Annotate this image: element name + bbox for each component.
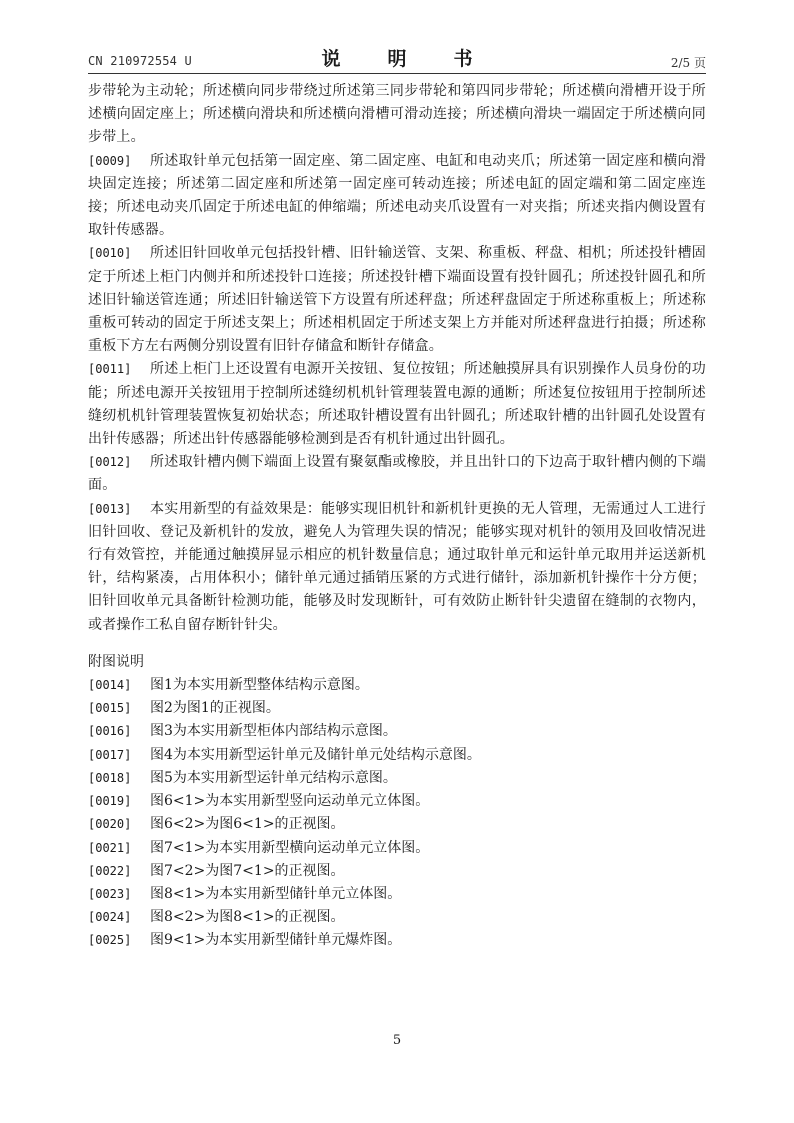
figure-caption: 图5为本实用新型运针单元结构示意图。	[150, 769, 397, 786]
figure-item	[88, 813, 706, 836]
paragraph-number: [0016]	[88, 724, 132, 739]
figure-item	[88, 860, 706, 883]
paragraph-number: [0017]	[88, 747, 132, 762]
paragraph-0009	[88, 150, 706, 243]
paragraph-text: 所述取针槽内侧下端面上设置有聚氨酯或橡胶，并且出针口的下边高于取针槽内侧的下端面。	[88, 454, 706, 494]
paragraph-text: 所述取针单元包括第一固定座、第二固定座、电缸和电动夹爪；所述第一固定座和横向滑块固定连接；所述第二固定座和所述第一固定座可转动连接；所述电缸的固定端和第二固定座连接；所述电动夹爪固定于所述电缸的伸缩端；所述电动夹爪设置有一对夹指；所述夹指内侧设置有取针传感器。	[88, 152, 706, 239]
paragraph-number: [0014]	[88, 678, 132, 693]
paragraph-number: [0015]	[88, 701, 132, 716]
paragraph-0011	[88, 358, 706, 451]
page-header	[88, 44, 706, 72]
paragraph-number: [0018]	[88, 770, 132, 785]
figure-item	[88, 929, 706, 952]
figure-caption: 图1为本实用新型整体结构示意图。	[150, 677, 369, 694]
paragraph-number: [0020]	[88, 817, 132, 832]
figure-caption: 图9<1>为本实用新型储针单元爆炸图。	[150, 932, 402, 949]
paragraph-0012	[88, 451, 706, 497]
section-title: 附图说明	[88, 653, 144, 670]
figure-caption: 图4为本实用新型运针单元及储针单元处结构示意图。	[150, 746, 481, 763]
figure-caption: 图8<1>为本实用新型储针单元立体图。	[150, 885, 402, 902]
figure-caption: 图7<1>为本实用新型横向运动单元立体图。	[150, 839, 430, 856]
figure-item	[88, 674, 706, 697]
paragraph-number: [0022]	[88, 863, 132, 878]
figure-caption: 图7<2>为图7<1>的正视图。	[150, 862, 345, 879]
figure-caption: 图6<1>为本实用新型竖向运动单元立体图。	[150, 793, 430, 810]
paragraph-number: [0009]	[88, 153, 132, 168]
document-body	[88, 80, 706, 953]
paragraph-number: [0023]	[88, 886, 132, 901]
document-title: 说 明 书	[321, 48, 487, 70]
paragraph-text: 所述旧针回收单元包括投针槽、旧针输送管、支架、称重板、秤盘、相机；所述投针槽固定于所述上柜门内侧并和所述投针口连接；所述投针槽下端面设置有投针圆孔；所述投针圆孔和所述旧针输送管连通；所述旧针输送管下方设置有所述秤盘；所述秤盘固定于所述称重板上；所述称重板可转动的固定于所述支架上；所述相机固定于所述支架上方并能对所述秤盘进行拍摄；所述称重板下方左右两侧分别设置有旧针存储盒和断针存储盒。	[88, 245, 706, 355]
figure-item	[88, 720, 706, 743]
figure-item	[88, 744, 706, 767]
figure-caption: 图6<2>为图6<1>的正视图。	[150, 816, 345, 833]
paragraph-number: [0011]	[88, 362, 132, 377]
figure-caption: 图8<2>为图8<1>的正视图。	[150, 909, 345, 926]
paragraph-number: [0019]	[88, 794, 132, 809]
paragraph-number: [0012]	[88, 455, 132, 470]
paragraph-number: [0013]	[88, 501, 132, 516]
paragraph-text: 本实用新型的有益效果是：能够实现旧机针和新机针更换的无人管理，无需通过人工进行旧针回收、登记及新机针的发放，避免人为管理失误的情况；能够实现对机针的领用及回收情况进行有效管控，并能通过触摸屏显示相应的机针数量信息；通过取针单元和运针单元取用并运送新机针，结构紧凑，占用体积小；储针单元通过插销压紧的方式进行储针，添加新机针操作十分方便；旧针回收单元具备断针检测功能，能够及时发现断针，可有效防止断针针尖遗留在缝制的衣物内，或者操作工私自留存断针针尖。	[88, 500, 706, 633]
paragraph-number: [0024]	[88, 910, 132, 925]
figure-caption: 图3为本实用新型柜体内部结构示意图。	[150, 723, 397, 740]
paragraph-text: 所述上柜门上还设置有电源开关按钮、复位按钮；所述触摸屏具有识别操作人员身份的功能；所述电源开关按钮用于控制所述缝纫机机针管理装置电源的通断；所述复位按钮用于控制所述缝纫机机针管理装置恢复初始状态；所述取针槽设置有出针圆孔；所述取针槽的出针圆孔处设置有出针传感器；所述出针传感器能够检测到是否有机针通过出针圆孔。	[88, 361, 706, 448]
page-number: 5	[392, 1033, 402, 1048]
patent-number: CN 210972554 U	[88, 54, 192, 68]
figure-item	[88, 790, 706, 813]
paragraph-continued	[88, 80, 706, 150]
figure-item	[88, 767, 706, 790]
figure-item	[88, 697, 706, 720]
paragraph-number: [0010]	[88, 246, 132, 261]
page-info: 2/5 页	[670, 56, 706, 70]
paragraph-0010	[88, 242, 706, 358]
figure-item	[88, 906, 706, 929]
figure-item	[88, 883, 706, 906]
figure-caption: 图2为图1的正视图。	[150, 700, 280, 717]
paragraph-number: [0021]	[88, 840, 132, 855]
figure-item	[88, 837, 706, 860]
paragraph-0013	[88, 498, 706, 637]
paragraph-text: 步带轮为主动轮；所述横向同步带绕过所述第三同步带轮和第四同步带轮；所述横向滑槽开设于所述横向固定座上；所述横向滑块和所述横向滑槽可滑动连接；所述横向滑块一端固定于所述横向同步带上。	[88, 83, 706, 146]
paragraph-number: [0025]	[88, 933, 132, 948]
header-divider	[88, 73, 706, 74]
